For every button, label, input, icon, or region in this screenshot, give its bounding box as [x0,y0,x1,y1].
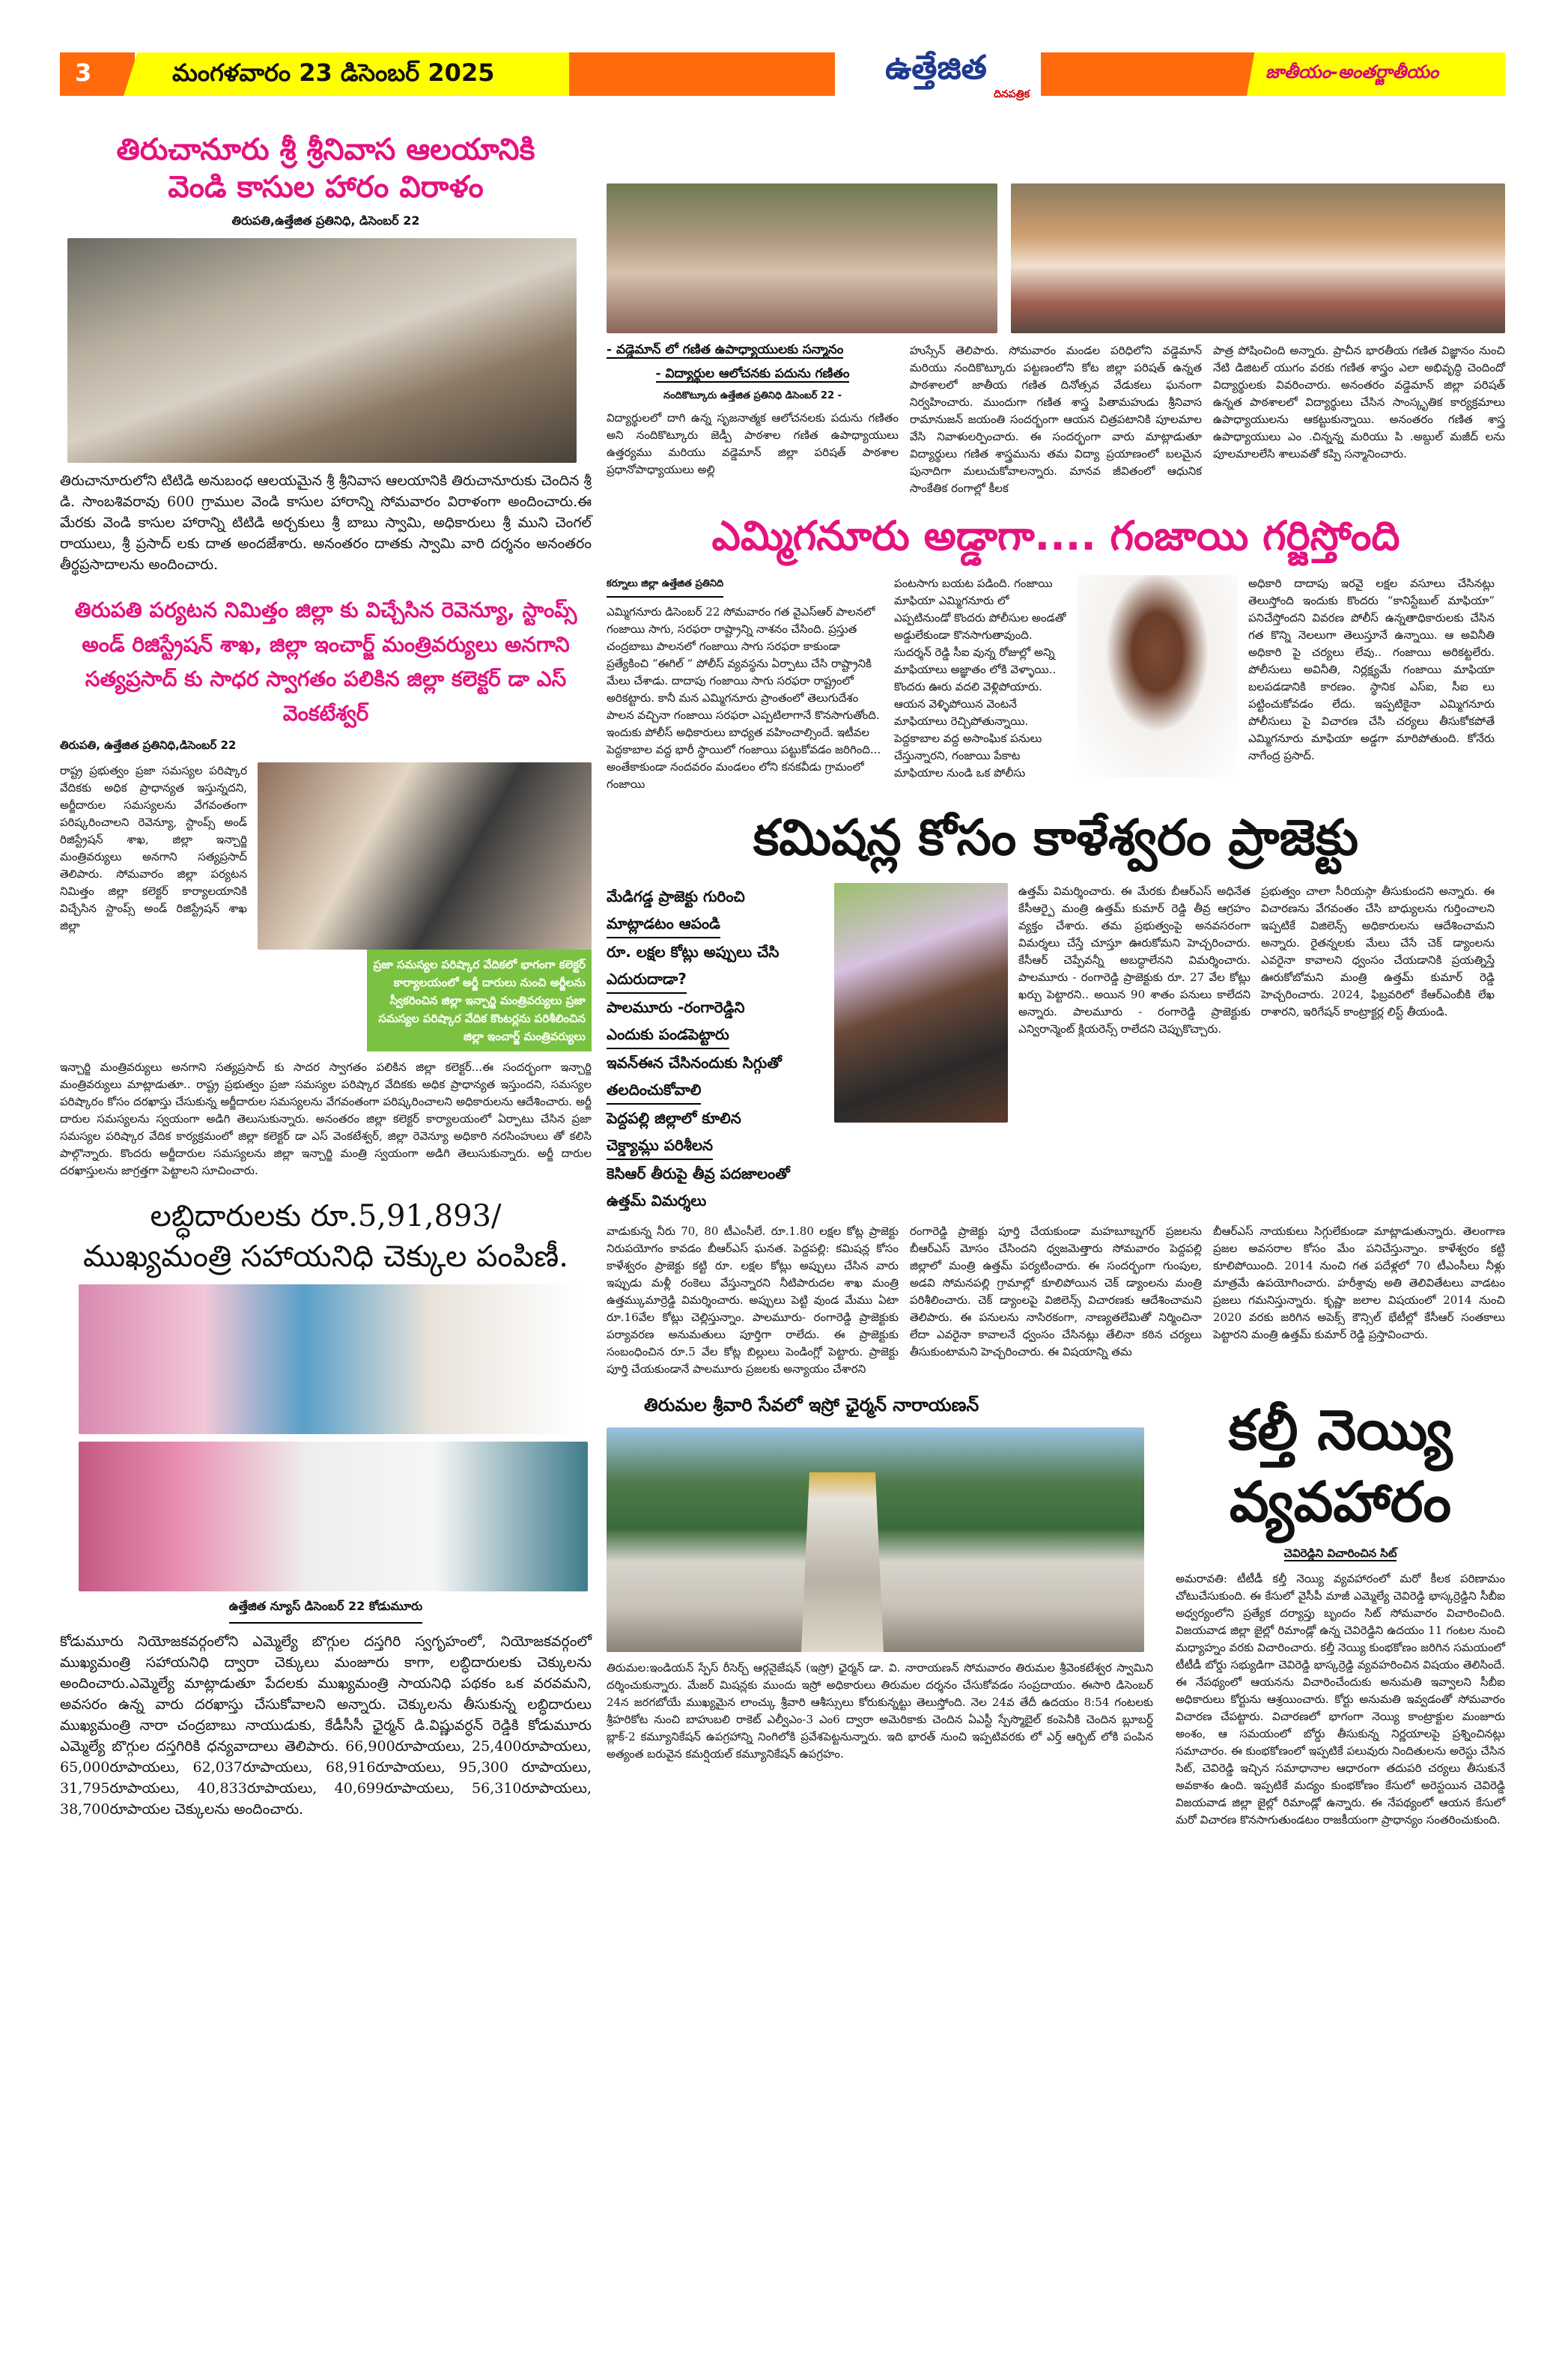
photo-teachers-felicitation-1 [607,183,997,333]
kaleswaram-row-2 [607,1223,1505,1378]
header-date: మంగళవారం 23 డిసెంబర్ 2025 [172,58,495,87]
article-body: విద్యార్థులలో దాగి ఉన్న సృజనాత్మక ఆలోచనలకు పదును గణితం అని నందికొట్కూరు జెడ్పీ పాఠశాల గణిత ఉపాధ్యాయులు ఉత్తర్యము మరియు వడ్డెమాన్ జిల్లా పరిషత్ పాఠశాల ప్రధానోపాధ్యాయులు అల్లి [607,411,899,476]
article-body-left: రాష్ట్ర ప్రభుత్వం ప్రజా సమస్యల పరిష్కార వేదికకు అధిక ప్రాధాన్యత ఇస్తున్నదని, అర్జీదారుల సమస్యలను వేగవంతంగా పరిష్కరించాలని రెవెన్యూ, స్టాంప్స్ అండ్ రిజిస్ట్రేషన్ శాఖ, జిల్లా ఇన్చార్జి మంత్రివర్యులు అనగాని సత్యప్రసాద్ తెలిపారు. సోమవారం జిల్లా పర్యటన నిమిత్తం జిల్లా కలెక్టర్ కార్యాలయానికి విచ్చేసిన స్టాంప్స్ అండ్ రిజిస్ట్రేషన్ శాఖ జిల్లా [60,764,247,932]
subheading: మేడిగడ్డ ప్రాజెక్టు గురించి [607,887,745,905]
left-column [60,131,592,1820]
article-body-full: ఇన్చార్జి మంత్రివర్యులు అనగాని సత్యప్రసాద్ కు సాదర స్వాగతం పలికిన జిల్లా కలెక్టర్...ఈ సందర్భంగా ఇన్చార్జి మంత్రివర్యులు మాట్లాడుతూ.. రాష్ట్ర ప్రభుత్వం ప్రజా సమస్యల పరిష్కార వేదికకు అధిక ప్రాధాన్యత ఇస్తుందని, సమస్యల పరిష్కారం కోసం దరఖాస్తు చేసుకున్న అర్జీదారుల సమస్యలను వేగవంతంగా పరిష్కరించాలని అధికారులను ఆదేశించారు. అర్జీ దారుల సమస్యలను స్వయంగా అడిగి తెలుసుకున్నారు. అనంతరం జిల్లా కలెక్టర్ కార్యాలయంలో ఏర్పాటు చేసిన ప్రజా సమస్యల పరిష్కార వేదిక కార్యక్రమంలో జిల్లా కలెక్టర్ డా ఎస్ వెంకటేశ్వర్, జిల్లా రెవెన్యూ అధికారి నరసింహులు తో కలిసి పాల్గొన్నారు. కొందరు అర్జీదారుల సమస్యలను జిల్లా ఇన్చార్జి మంత్రి స్వయంగా అడిగి తెలుసుకున్నారు. అర్జీ దారుల దరఖాస్తులను జాగ్రత్తగా పెట్టాలని సూచించారు. [60,1060,592,1177]
article-body: పంటసాగు బయట పడింది. గంజాయి మాఫియా ఎమ్మిగనూరు లో ఎప్పటినుండో కొందరు పోలీసుల అండతో అడ్డులేకుండా కొనసాగుతావుంది. సుదర్శన్ రెడ్డి సీఐ వున్న రోజుల్లో అన్ని మాఫియాలు అజ్ఞాతం లోకి వెళ్ళాయి.. కొందరు ఊరు వదలి వెళ్లిపోయారు. ఆయన వెళ్ళిపోయిన వెంటనే మాఫియాలు రెచ్చిపోతున్నాయి. పెద్దకాబాల వద్ద అసాంఘిక పనులు చేస్తున్నారని, గంజాయి పేకాట మాఫియాల నుండి ఒక పోలీసు [894,577,1066,780]
newspaper-logo [842,48,1030,103]
bottom-articles-row [607,1394,1505,1829]
article-body: అమరావతి: టీటీడీ కల్తీ నెయ్యి వ్యవహారంలో మరో కీలక పరిణామం చోటుచేసుకుంది. ఈ కేసులో వైసీపీ మాజీ ఎమ్మెల్యే చెవిరెడ్డి భాస్కర్రెడ్డిని సీబీఐ అధ్వర్యంలోని ప్రత్యేక దర్యాప్తు బృందం సిట్ సోమవారం విచారించింది. విజయవాడ జిల్లా జైల్లో రిమాండ్లో ఉన్న చెవిరెడ్డిని ఉదయం 11 గంటల నుంచి మధ్యాహ్నం వరకు విచారించారు. కల్తీ నెయ్యి కుంభకోణం జరిగిన సమయంలో టీటీడీ బోర్డు సభ్యుడిగా చెవిరెడ్డి భాస్కర్రెడ్డి వ్యవహరించిన విషయం తెలిసిందే. ఈ నేపథ్యంలో ఆయనను విచారించేందుకు అనుమతి ఇవ్వాలని సీబీఐ అధికారులు కోర్టును ఆశ్రయించారు. కోర్టు అనుమతి ఇవ్వడంతో సోమవారం విచారణ చేపట్టారు. విచారణలో భాగంగా నెయ్యి కాంట్రాక్టుల మంజూరు అంశం, ఆ సమయంలో బోర్డు తీసుకున్న నిర్ణయాలపై ప్రశ్నించినట్లు సమాచారం. ఈ కుంభకోణంలో ఇప్పటికే పలువురు నిందితులను అరెస్టు చేసిన సిట్, చెవిరెడ్డి ఇచ్చిన సమాధానాల ఆధారంగా తదుపరి చర్యలు తీసుకునే అవకాశం ఉంది. ఇప్పటికే మద్యం కుంభకోణం కేసులో అరెస్టయిన చెవిరెడ్డి విజయవాడ జిల్లా జైల్లో రిమాండ్లో ఉన్నారు. ఈ నేపథ్యంలో ఆయన కేసులో మరో విచారణ కొనసాగుతుండటం రాజకీయంగా ప్రాధాన్యం సంతరించుకుంది. [1176,1572,1505,1827]
kaleswaram-row-1 [607,883,1505,1214]
teachers-photos-row [607,183,1505,333]
photo-cheque-distribution-1 [79,1284,580,1434]
photo-reporter-portrait [1077,575,1238,777]
temple-gopuram [801,1472,884,1652]
article-body: పాత్ర పోషించింది అన్నారు. ప్రాచీన భారతీయ గణిత విజ్ఞానం నుంచి నేటి డిజిటల్ యుగం వరకు గణిత శాస్త్రం ఎలా అభివృద్ధి చెందిందో విద్యార్థులకు వివరించారు. అనంతరం వడ్డెమాన్ జిల్లా పరిషత్ ఉన్నత పాఠశాలలో విద్యార్థులు చేసిన సాంస్కృతిక కార్యక్రమాలు ఉపాధ్యాయులను ఆకట్టుకున్నాయి. అనంతరం గణిత శాస్త్ర ఉపాధ్యాయులు ఎం .చిన్నన్న మరియు పి .అబ్దుల్ మజీద్ లను పూలమాలలేసి శాలువతో కప్పి సన్మానించారు. [1213,344,1505,461]
section-label: జాతీయం-అంతర్జాతీయం [1265,61,1439,82]
article-body: తిరుచానూరులోని టిటిడి అనుబంధ ఆలయమైన శ్రీ శ్రీనివాస ఆలయానికి తిరుచానూరుకు చెందిన శ్రీ డి. సాంబశివరావు 600 గ్రాముల వెండి కాసుల హారాన్ని సోమవారం విరాళంగా అందించారు.ఈ మేరకు వెండి కాసుల హారాన్ని టిటిడి అర్చకులు శ్రీ బాబు స్వామి, అధికారులు శ్రీ ముని చెంగల్ రాయులు, శ్రీ ప్రసాద్ లకు దాత అందజేశారు. అనంతరం దాతకు స్వామి వారి దర్శనం అనంతరం తీర్థప్రసాదాలను అందించారు. [60,473,592,573]
article-body: కోడుమూరు నియోజకవర్గంలోని ఎమ్మెల్యే బొగ్గుల దస్తగిరి స్వగృహంలో, నియోజకవర్గంలో ముఖ్యమంత్రి సహాయనిధి ద్వారా చెక్కులు మంజూరు కాగా, లబ్ధిదారులకు చెక్కులను అందించారు.ఎమ్మెల్యే మాట్లాడుతూ పేదలకు ముఖ్యమంత్రి సాయనిధి పథకం ఒక వరవమని, అవసరం ఉన్న వారు దరఖాస్తు చేసుకోవాలని అన్నారు. చెక్కులను తీసుకున్న లబ్ధిదారులు ముఖ్యమంత్రి నారా చంద్రబాబు నాయుడుకు, కేడీసీసీ ఛైర్మన్ డి.విష్ణువర్ధన్ రెడ్డికి కోడుమూరు ఎమ్మెల్యే బొగ్గుల దస్తగిరికి ధన్యవాదాలు తెలిపారు. 66,900రూపాయలు, 25,400రూపాయలు, 65,000రూపాయలు, 62,037రూపాయలు, 68,916రూపాయలు, 95,300 రూపాయలు, 31,795రూపాయలు, 40,833రూపాయలు, 40,699రూపాయలు, 56,310రూపాయలు, 38,700రూపాయల చెక్కులను అందించారు. [60,1633,592,1818]
photo-caption-box: ప్రజా సమస్యల పరిష్కార వేదికలో భాగంగా కలెక్టర్ కార్యాలయంలో అర్జీ దారులు నుంచి అర్జీలను స్వీకరించిన జిల్లా ఇన్చార్జి మంత్రివర్యులు ప్రజా సమస్యల పరిష్కార వేదిక కొంటర్లను పరిశీలించిన జిల్లా ఇంచార్జ్ మంత్రివర్యులు [367,950,592,1051]
dateline-wrap [60,1599,592,1624]
subheading: చెవిరెడ్డిని విచారించిన సిట్ [1283,1546,1397,1560]
subheading: పాలమూరు -రంగారెడ్డిని [607,998,745,1016]
logo-subtitle: దినపత్రిక [994,88,1030,100]
header-page-number-block [60,52,135,96]
photo-with-caption [258,762,592,1051]
article-body: రంగారెడ్డి ప్రాజెక్టు పూర్తి చేయకుండా మహబూబ్నగర్ ప్రజలను బీఆర్ఎస్ మోసం చేసిందని ధ్వజమెత్తారు సోమవారం పెద్దపల్లి జిల్లాలో మంత్రి ఉత్తమ్ పర్యటించారు. ఈ సందర్భంగా గుంపుల, అడవి సోమనపల్లి గ్రామాల్లో కూలిపోయిన చెక్ డ్యాంలను మంత్రి పరిశీలించారు. చెక్ డ్యాంలపై విజిలెన్స్ విచారణకు ఆదేశించామని తెలిపారు. ఈ పనులను నాసిరకంగా, నాణ్యతలేమితో నిర్మించినా లేదా ఎవరైనా కావాలనే ధ్వంసం చేసినట్లు తేలినా కఠిన చర్యలు తీసుకుంటామని హెచ్చరించారు. ఈ విషయాన్ని తమ [910,1224,1202,1358]
headline-line: వ్యవహారం [1229,1470,1452,1534]
subheading: రూ. లక్షల కోట్లు అప్పులు చేసి [607,943,780,961]
article-tiruchanur-headline [60,131,592,206]
subheading: చెక్డ్యామ్లు పరిశీలన [607,1132,824,1160]
photo-caption: - విద్యార్థుల ఆలోచనకు పదును గణితం [655,366,850,381]
photo-minister-collector [258,762,592,950]
headline-line: కల్తీ నెయ్యి [1228,1398,1453,1463]
subheading: ఎదురుదాడా? [607,965,824,994]
isro-article [607,1394,1153,1763]
headline-line: ముఖ్యమంత్రి సహాయనిధి చెక్కుల పంపిణీ. [83,1239,568,1274]
photo-cheque-distribution-2 [79,1442,588,1591]
headline-line: వెండి కాసుల హారం విరాళం [168,170,484,204]
subheading: ఎందుకు పండపెట్టారు [607,1021,824,1049]
article-cmrf-headline [60,1196,592,1277]
article-ghee-headline [1176,1394,1505,1538]
teachers-article-row [607,342,1505,497]
photo-caption: - వడ్డెమాన్ లో గణిత ఉపాధ్యాయులకు సన్మానం [607,342,844,357]
photo-temple-donation [67,238,577,463]
page-number: 3 [75,58,92,87]
article-body: హుస్సేన్ తెలిపారు. సోమవారం మండల పరిధిలోని వడ్డెమాన్ మరియు నందికొట్కూరు పట్టణంలోని కోట జిల్లా పరిషత్ ఉన్నత పాఠశాలలో జాతీయ గణిత దినోత్సవ వేడుకలు ఘనంగా నిర్వహించారు. ముందుగా గణిత శాస్త్ర పితామహుడు శ్రీనివాస రామానుజన్ జయంతి సందర్భంగా ఆయన చిత్రపటానికి పూలమాల వేసి నివాళులర్పించారు. ఈ సందర్భంగా వారు మాట్లాడుతూ విద్యార్థులు గణిత శాస్త్రమును తమ విద్యా ప్రయాణంలో బలమైన పునాదిగా మలుచుకోవాలన్నారు. మానవ జీవితంలో ఆధునిక సాంకేతిక రంగాల్లో కీలక [910,344,1202,495]
subheading: ఇవన్ఈన చేసినందుకు సిగ్గుతో [607,1054,782,1072]
dateline: నందికొట్కూరు ఉత్తేజిత ప్రతినిధి డిసెంబర్ 22 - [663,390,842,401]
logo-text: ఉత్తేజిత [885,49,987,87]
article-isro-headline: తిరుమల శ్రీవారి సేవలో ఇస్రో ఛైర్మన్ నారాయణన్ [644,1394,979,1415]
ganja-article-row [607,575,1505,793]
article-body: ఎమ్మిగనూరు డిసెంబర్ 22 సోమవారం గత వైఎస్ఆర్ పాలనలో గంజాయి సాగు, సరఫరా రాష్ట్రాన్ని నాశనం చేసింది. ప్రస్తుత చంద్రబాబు పాలనలో గంజాయి సాగు సరఫరా కాకుండా ప్రత్యేకించి “ఈగిల్ “ పోలీస్ వ్యవస్థను ఏర్పాటు చేసి రాష్ట్రానికి మేలు చేశాడు. దాదాపు గంజాయి సాగు సరఫరా రాష్ట్రంలో అరికట్టారు. కానీ మన ఎమ్మిగనూరు ప్రాంతంలో తెలుగుదేశం పాలన వచ్చినా గంజాయి సరఫరా ఎప్పటిలాగానే కొనసాగుతోంది. ఇందుకు పోలీస్ అధికారులు బాధ్యత వహించాల్సిందే. ఇటీవల పెద్దకాబాల వద్ద భారీ స్థాయిలో గంజాయి పట్టుకోవడం జరిగింది... అంతేకాకుండా నందవరం మండలం లోని కనకవీడు గ్రామంలో గంజాయి [607,605,881,791]
photo-minister-uttam [834,883,1008,1123]
ganja-col-1 [607,575,884,793]
dateline: తిరుపతి,ఉత్తేజిత ప్రతినిధి, డిసెంబర్ 22 [231,213,420,228]
headline-line: లబ్ధిదారులకు రూ.5,91,893/ [150,1199,502,1233]
dateline: ఉత్తేజిత న్యూస్ డిసెంబర్ 22 కోడుమూరు [229,1599,422,1624]
minister-article-row [60,762,592,1051]
right-region [607,183,1505,1829]
article-body: అధికారి దాదాపు ఇరవై లక్షల వసూలు చేసినట్లు తెలుస్తోంది ఇందుకు కొందరు “కానిస్టేబుల్ మాఫియా” పనిచేస్తోందని వివరణ పోలీస్ ఉన్నతాధికారులకు చేసిన గత కొన్ని నెలలుగా తెలుస్తూనే ఉన్నాయి. ఆ అవినీతి అధికారి పై చర్యలు లేవు.. గంజాయి అరికట్టలేరు. పోలీసులు అవినీతి, నిర్లక్ష్యమే గంజాయి మాఫియా బలపడడానికి కారణం. స్థానిక ఎస్ఐ, సీఐ లు పట్టించుకోవడం లేదు. ఇప్పటికైనా ఎమ్మిగనూరు పోలీసులు పై విచారణ చేసి చర్యలు తీసుకోకపోతే ఎమ్మిగనూరు మాఫియా అడ్డగా మారిపోతుంది. కోనేరు నాగేంద్ర ప్రసాద్. [1248,577,1495,762]
photo-teachers-felicitation-2 [1011,183,1505,333]
article-minister-headline: తిరుపతి పర్యటన నిమిత్తం జిల్లా కు విచ్చేసిన రెవెన్యూ, స్టాంప్స్ అండ్ రిజిస్ట్రేషన్ శాఖ, జిల్లా ఇంచార్జ్ మంత్రివర్యులు అనగాని సత్యప్రసాద్ కు సాధర స్వాగతం పలికిన జిల్లా కలెక్టర్ డా ఎస్ వెంకటేశ్వర్ [74,598,577,726]
subheadings-list [607,883,824,1214]
header-bar-middle [569,52,835,96]
dateline: కర్నూలు జిల్లా ఉత్తేజిత ప్రతినిది [607,575,884,598]
article-kaleswaram-headline: కమిషన్ల కోసం కాళేశ్వరం ప్రాజెక్టు [753,809,1359,866]
dateline: తిరుపతి, ఉత్తేజిత ప్రతినిధి,డిసెంబర్ 22 [60,738,237,752]
headline-line: తిరుచానూరు శ్రీ శ్రీనివాస ఆలయానికి [116,133,535,167]
header-bar-right [1041,52,1265,96]
photo-tirumala-temple [607,1427,1144,1652]
subheading: తలదించుకోవాలి [607,1076,824,1105]
subheading: మాట్లాడటం ఆపండి [607,910,824,938]
teachers-col-1 [607,342,899,479]
subheading: కెసిఆర్ తీరుపై తీవ్ర పదజాలంతో [607,1165,790,1182]
subheading: పెద్దపల్లి జిల్లాలో కూలిన [607,1109,741,1127]
article-body: తిరుమల:ఇండియన్ స్పేస్ రీసెర్చ్ ఆర్గనైజేషన్ (ఇస్రో) ఛైర్మన్ డా. వి. నారాయణన్ సోమవారం తిరుమల శ్రీవెంకటేశ్వర స్వామిని దర్శించుకున్నారు. మేజర్ మిషన్లకు ముందు ఇస్రో అధికారులు తిరుమల దర్శనం చేసుకోవడం సంప్రదాయం. ఈసారి డిసెంబర్ 24న జరగబోయే ముఖ్యమైన లాంచ్కు శ్రీవారి ఆశీస్సులు కోరుకున్నట్టు తెలుస్తోంది. నెల 24వ తేదీ ఉదయం 8:54 గంటలకు శ్రీహరికోట నుంచి బాహుబలి రాకెట్ ఎల్వీఎం-3 ఎం6 ద్వారా అమెరికాకు చెందిన ఏఎస్టీ స్పేస్మొబైల్ కంపెనీకి చెందిన బ్లూబర్డ్ బ్లాక్-2 కమ్యూనికేషన్ ఉపగ్రహాన్ని నింగిలోకి ప్రవేశపెట్టనున్నారు. ఇది భారత్ నుంచి ఇప్పటివరకు లో ఎర్త్ ఆర్బిట్ లోకి పంపిన అత్యంత బరువైన కమర్షియల్ కమ్యూనికేషన్ ఉపగ్రహం. [607,1661,1153,1761]
article-body: బీఆర్ఎస్ నాయకులు సిగ్గులేకుండా మాట్లాడుతున్నారు. తెలంగాణ ప్రజల అవసరాల కోసం మేం పనిచేస్తున్నాం. కాళేశ్వరం కట్టి కూలిపోయింది. 2014 నుంచి గత పదేళ్లలో 70 టీఎంసీలు నీళ్లు మాత్రమే ఉపయోగించారు. హరీశ్రావు అతి తెలివితేటలు వాడటం ప్రజలు గమనిస్తున్నారు. కృష్ణా జలాల విషయంలో 2014 నుంచి 2020 వరకు జరిగిన అపెక్స్ కౌన్సిల్ భేటీల్లో కేసీఆర్ సంతకాలు పెట్టారని మంత్రి ఉత్తమ్ కుమార్ రెడ్డి ప్రస్తావించారు. [1213,1224,1505,1341]
article-body: ఉత్తమ్ విమర్శించారు. ఈ మేరకు బీఆర్ఎస్ అధినేత కేసీఆర్పై మంత్రి ఉత్తమ్ కుమార్ రెడ్డి తీవ్ర ఆగ్రహం వ్యక్తం చేశారు. తమ ప్రభుత్వంపై అనవసరంగా విమర్శలు చేస్తే చూస్తూ ఊరుకోమని హెచ్చరించారు. కేసీఆర్ చెప్పేవన్నీ అబద్ధాలేనని విమర్శించారు. పాలమూరు - రంగారెడ్డి ప్రాజెక్టుకు రూ. 27 వేల కోట్లు ఖర్చు పెట్టారని.. అయిన 90 శాతం పనులు కాలేదని అన్నారు. పాలమూరు - రంగారెడ్డి ప్రాజెక్టుకు ఎన్విరాన్మెంట్ క్లియరెన్స్ రాలేదని చెప్పుకొచ్చారు. [1018,884,1251,1036]
ghee-article [1176,1394,1505,1829]
article-body: వాడుకున్న నీరు 70, 80 టీఎంసీలే. రూ.1.80 లక్షల కోట్ల ప్రాజెక్టు నిరుపయోగం కావడం బీఆర్ఎస్ ఘనత. పెద్దపల్లి: కమిషన్ల కోసం కాళేశ్వరం ప్రాజెక్టు కట్టి రూ. లక్షల కోట్లు అప్పులు చేసిన వారు ఇప్పుడు మళ్లీ రంకెలు వేస్తున్నారని నీటిపారుదల శాఖ మంత్రి ఉత్తమ్కుమార్రెడ్డి విమర్శించారు. అప్పులు పెట్టి వుండ మేము ఏటా రూ.16వేల కోట్లు చెల్లిస్తున్నాం. పాలమూరు- రంగారెడ్డి ప్రాజెక్టుకు పర్యావరణ అనుమతులు పూర్తిగా రాలేదు. ఈ ప్రాజెక్టుకు సంబంధించిన రూ.5 వేల కోట్ల బిల్లులు పెండింగ్లో పెట్టారు. ప్రాజెక్టు పూర్తి చేయకుండానే పాలమూరు ప్రజలకు అన్యాయం చేశారని [607,1224,899,1376]
article-ganja-headline: ఎమ్మిగనూరు అడ్డాగా.... గంజాయి గర్జిస్తోంది [711,512,1400,559]
subheading: ఉత్తమ్ విమర్శలు [607,1191,707,1209]
article-body: ప్రభుత్వం చాలా సీరియస్గా తీసుకుందని అన్నారు. ఈ విచారణను వేగవంతం చేసి బాధ్యులను గుర్తించాలని ఇప్పటికే విజిలెన్స్ అధికారులను ఆదేశించామని అన్నారు. రైతన్నలకు మేలు చేసే చెక్ డ్యాంలను ఎవరైనా కావాలని ధ్వంసం చేయడానికి ప్రయత్నిస్తే ఊరుకోబోమని మంత్రి ఉత్తమ్ కుమార్ రెడ్డి హెచ్చరించారు. 2024, ఫిబ్రవరిలో కేఆర్ఎంబీకి లేఖ రాశారని, ఇరిగేషన్ కాంట్రాక్టర్ల లిస్ట్ తీయండి. [1261,884,1495,1018]
